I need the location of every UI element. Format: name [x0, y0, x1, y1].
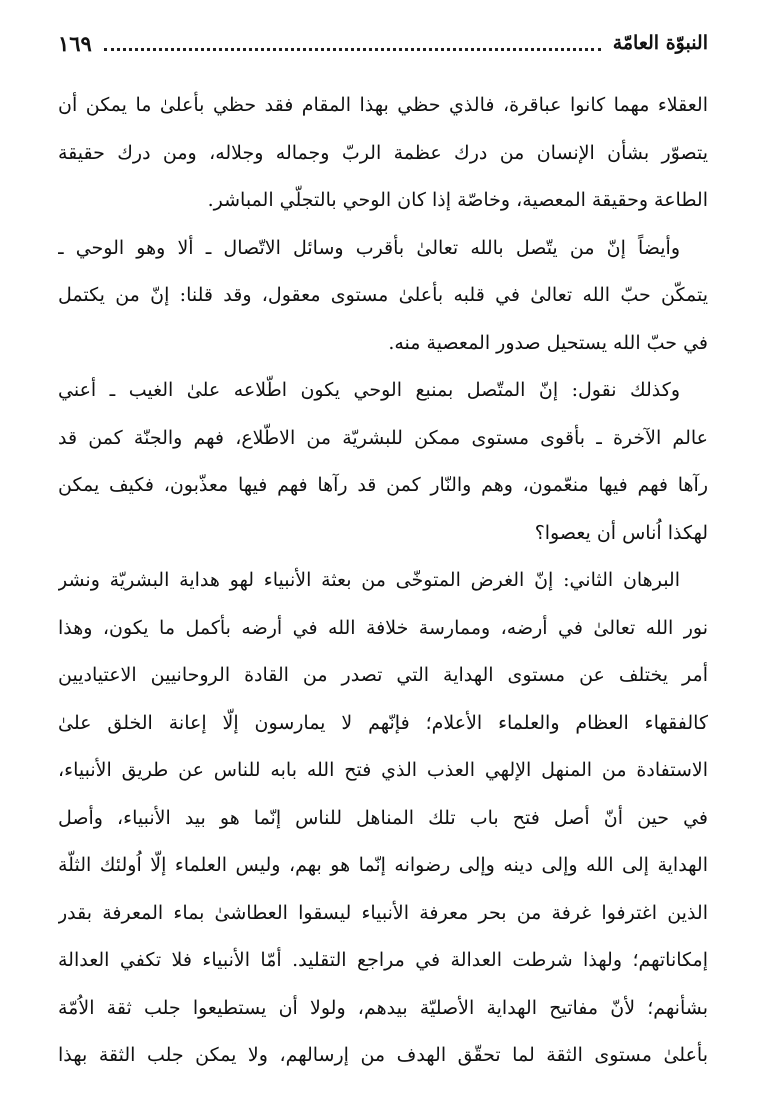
text-line: يتصوّر بشأن الإنسان من درك عظمة الربّ وجماله وجلاله، ومن درك حقيقة	[58, 141, 708, 164]
text-line: الاستفادة من المنهل الإلهي العذب الذي فتح الله بابه للناس عن طريق الأنبياء،	[58, 759, 708, 781]
text-line: وكذلك نقول: إنّ المتّصل بمنبع الوحي يكون اطّلاعه علىٰ الغيب ـ أعني	[58, 379, 680, 401]
dot-leader	[104, 48, 601, 51]
text-line: لهكذا اُناس أن يعصوا؟	[534, 521, 708, 544]
text-line: في حبّ الله يستحيل صدور المعصية منه.	[388, 331, 708, 354]
text-line: إمكاناتهم؛ ولهذا شرطت العدالة في مراجع التقليد. أمّا الأنبياء فلا تكفي العدالة	[58, 949, 708, 971]
text-line: الطاعة وحقيقة المعصية، وخاصّة إذا كان الوحي بالتجلّي المباشر.	[207, 189, 708, 211]
text-line: وأيضاً إنّ من يتّصل بالله تعالىٰ بأقرب وسائل الاتّصال ـ ألا وهو الوحي ـ	[58, 236, 680, 259]
chapter-title: النبوّة العامّة	[612, 32, 708, 54]
page-body-text	[58, 82, 708, 1080]
text-line: في حين أنّ أصل فتح باب تلك المناهل للناس إنّما هو بيد الأنبياء، وأصل	[58, 806, 708, 829]
text-line: الهداية إلى الله وإلى دينه وإلى رضوانه إنّما هو بهم، وليس العلماء إلّا اُولئك الثلّة	[58, 854, 708, 876]
text-line: رآها فهم فيها منعّمون، وهم والنّار كمن قد رآها فهم فيها معذّبون، فكيف يمكن	[58, 474, 708, 496]
page-number: ١٦٩	[58, 30, 92, 56]
text-line: نور الله تعالىٰ في أرضه، وممارسة خلافة الله في أرضه بأكمل ما يكون، وهذا	[58, 616, 708, 639]
text-line: العقلاء مهما كانوا عباقرة، فالذي حظي بهذا المقام فقد حظي بأعلىٰ ما يمكن أن	[58, 94, 708, 116]
text-line: عالم الآخرة ـ بأقوى مستوى ممكن للبشريّة من الاطّلاع، فهم والجنّة كمن قد	[58, 426, 708, 449]
text-line: البرهان الثاني: إنّ الغرض المتوخّى من بعثة الأنبياء لهو هداية البشريّة ونشر	[58, 569, 680, 591]
running-header	[58, 26, 708, 60]
text-line: الذين اغترفوا غرفة من بحر معرفة الأنبياء ليسقوا العطاشىٰ بماء المعرفة بقدر	[58, 901, 708, 924]
text-line: بأعلىٰ مستوى الثقة لما تحقّق الهدف من إرسالهم، ولا يمكن جلب الثقة بهذا	[58, 1044, 708, 1066]
text-line: بشأنهم؛ لأنّ مفاتيح الهداية الأصليّة بيدهم، ولولا أن يستطيعوا جلب ثقة الاُمّة	[58, 996, 708, 1019]
text-line: كالفقهاء العظام والعلماء الأعلام؛ فإنّهم لا يمارسون إلّا إعانة الخلق علىٰ	[58, 711, 708, 734]
text-line: يتمكّن حبّ الله تعالىٰ في قلبه بأعلىٰ مستوى معقول، وقد قلنا: إنّ من يكتمل	[58, 284, 708, 306]
text-line: أمر يختلف عن مستوى الهداية التي تصدر من القادة الروحانيين الاعتياديين	[58, 664, 708, 686]
